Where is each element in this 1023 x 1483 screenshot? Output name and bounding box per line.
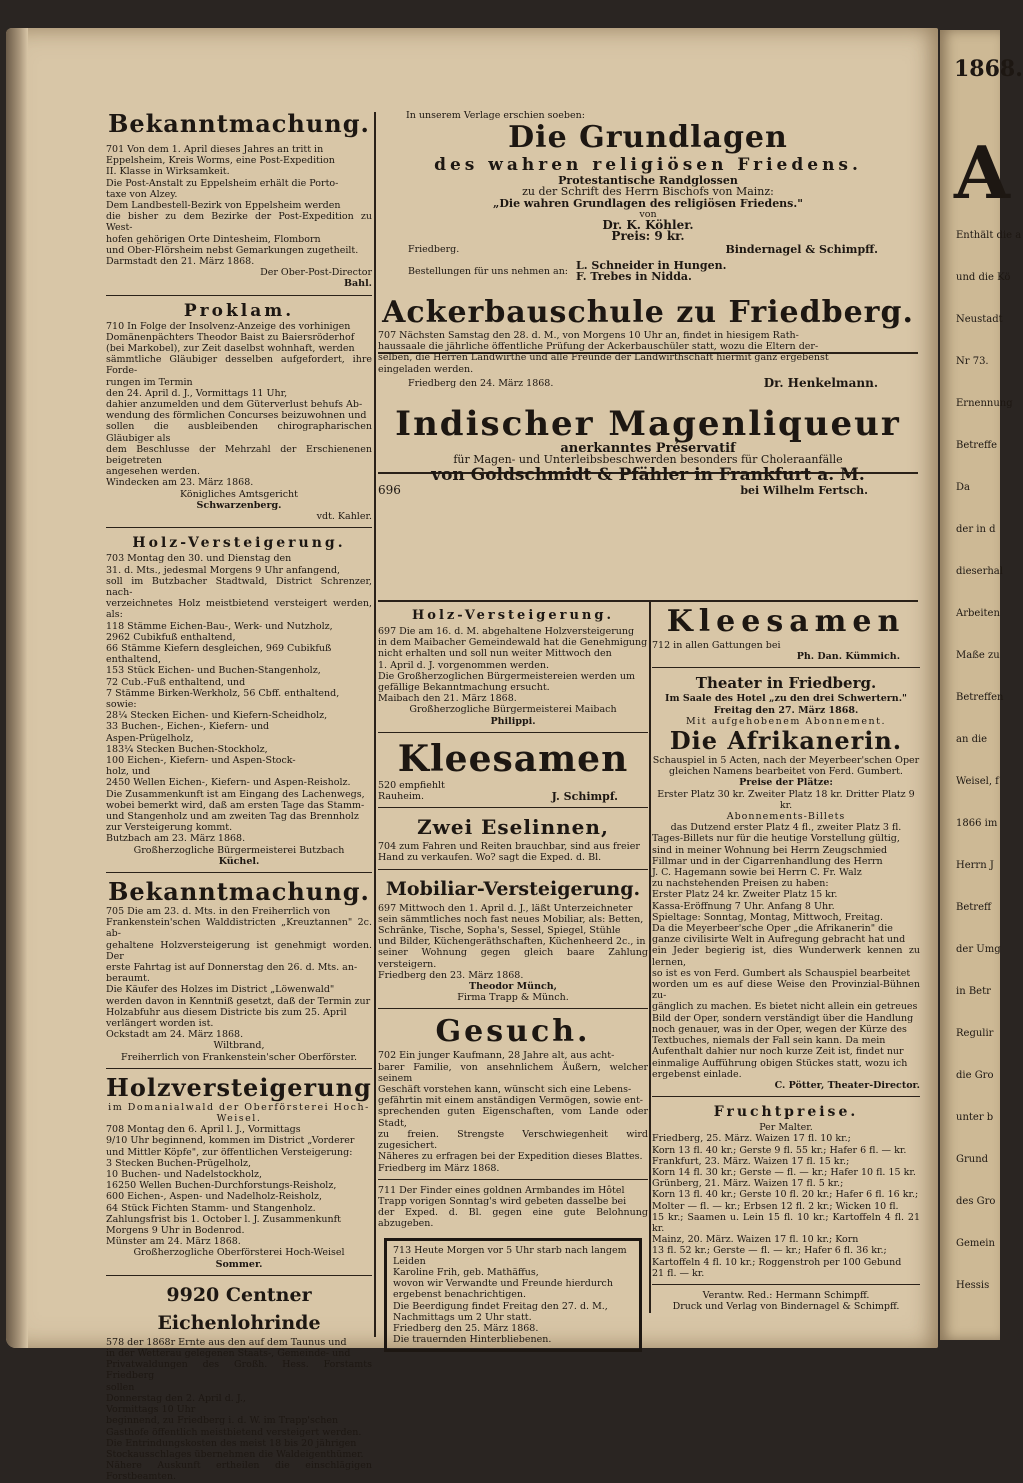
text-line: 703 Montag den 30. und Dienstag den [106,553,292,565]
text-line: Friedberg im März 1868. [378,1162,500,1174]
ad-subtitle: „Die wahren Grundlagen des religiösen Friedens." [493,196,803,210]
text-line: 100 Eichen-, Kiefern- und Aspen-Stock- [106,754,296,766]
notice-signature: Der Ober-Post-Director [260,267,372,279]
adjacent-page-text: Ernennung [956,398,1013,409]
death-notice-body [393,1245,633,1346]
text-line: II. Klasse in Wirksamkeit. [106,166,230,178]
text-line: Schränke, Tische, Sopha's, Sessel, Spiegel, Stühle [378,925,621,937]
ad-maker: von Goldschmidt & Pfähler in Frankfurt a. M. [431,465,865,486]
notice-signature: vdt. Kahler. [316,511,372,523]
notice-signature: Bahl. [343,278,372,290]
adjacent-page-text: dieserhal [956,566,1003,577]
ad-abonnement-billets: Abonnements-Billets [726,811,846,823]
text-line: angesehen werden. [106,466,200,478]
ad-magenliqueur [378,405,918,497]
ad-title-line2: des wahren religiösen Friedens. [434,155,862,176]
ad-subtitle: anerkanntes Préservatif [560,441,736,457]
text-line: 64 Stück Fichten Stamm- und Stangenholz. [106,1202,316,1214]
ad-author: Dr. K. Köhler. [602,218,694,233]
text-line: 13 fl. 52 kr.; Gerste — fl. — kr.; Hafer 6 fl. 36 kr.; [652,1245,887,1257]
adjacent-page-text: Herrn J [956,860,994,871]
text-line: Donnerstag den 2. April d. J., [106,1392,246,1404]
text-line: 153 Stück Eichen- und Buchen-Stangenholz, [106,665,321,677]
text-line: gehaltene Holzversteigerung ist genehmigt worden. Der [106,939,372,962]
adjacent-page-text: Gemein [956,1238,995,1249]
text-line: gleichen Namens bearbeitet von Ferd. Gumbert. [669,766,903,778]
imprint-publisher: Druck und Verlag von Bindernagel & Schimpff. [672,1301,900,1313]
adjacent-page-text: Hessis [956,1280,990,1291]
notice-eichenlohrinde [106,1281,372,1483]
ad-play-title: Die Afrikanerin. [669,726,903,756]
text-line: 710 In Folge der Insolvenz-Anzeige des vorhinigen [106,320,351,332]
text-line: 711 Der Finder eines goldnen Armbandes im Hôtel [378,1184,625,1196]
text-line: Vormittags 10 Uhr [106,1404,196,1416]
text-line: seiner Wohnung gegen gleich baare Zahlung versteigern. [378,947,648,970]
ad-body [652,755,920,777]
adjacent-page-text: 1866 im [956,818,998,829]
adjacent-page-text: des Gro [956,1196,996,1207]
ad-signature: J. Schimpf. [551,790,618,804]
text-line: Die Zusammenkunft ist am Eingang des Lachenwegs, [106,788,365,800]
notice-armband [378,1185,648,1230]
text-line: Gasthofe öffentlich meistbietend versteigert werden. [106,1426,362,1438]
text-line: Die trauernden Hinterbliebenen. [393,1334,552,1346]
imprint-editor: Verantw. Red.: Hermann Schimpff. [702,1289,870,1301]
adjacent-page-text: der Umg [956,944,1001,955]
notice-date: Friedberg den 24. März 1868. [408,377,554,389]
text-line: ergebenst benachrichtigen. [393,1289,527,1301]
text-line: 9/10 Uhr beginnend, kommen im District „Vorderer [106,1135,355,1147]
adjacent-page-text: Nr 73. [956,356,989,367]
text-line: Grünberg, 21. März. Waizen 17 fl. 5 kr.; [652,1178,844,1190]
text-line: dem Beschlusse der Mehrzahl der Erschienenen beigetreten [106,443,372,467]
ad-publisher: Bindernagel & Schimpff. [725,243,878,257]
ad-subtitle: für Magen- und Unterleibsbeschwerden besonders für Choleraanfälle [453,453,843,467]
text-line: den 24. April d. J., Vormittags 11 Uhr, [106,387,288,399]
text-line: zu freien. Strengste Verschwiegenheit wird zugesichert. [378,1128,648,1152]
text-line: Nachmittags um 2 Uhr statt. [393,1311,532,1323]
text-line: Darmstadt den 21. März 1868. [106,256,255,268]
text-line: Korn 13 fl. 40 kr.; Gerste 9 fl. 55 kr.; Hafer 6 fl. — kr. [652,1144,907,1156]
text-line: 33 Buchen-, Eichen-, Kiefern- und [106,721,270,733]
notice-body [106,1124,372,1247]
column-divider [649,600,651,1313]
adjacent-page-text: und die Kö [956,272,1011,283]
notice-bekanntmachung-forst [106,878,372,1063]
notice-signature: Philippi. [490,715,536,727]
adjacent-page-text: in Betr [956,986,991,997]
text-line: Aspen-Prügelholz, [106,732,194,744]
text-line: der Exped. d. Bl. gegen eine gute Belohnung abzugeben. [378,1207,648,1230]
column-divider [374,112,376,1337]
ad-prices-heading: Preise der Plätze: [739,777,833,789]
ad-grundlagen [378,110,918,282]
text-line: Aufenthalt dahier nur noch kurze Zeit ist, findet nur [652,1046,904,1058]
text-line: wovon wir Verwandte und Freunde hierdurch [393,1278,613,1290]
notice-title: 9920 Centner Eichenlohrinde [157,1283,321,1334]
text-line: Da die Meyerbeer'sche Oper „die Afrikanerin" die [652,923,893,935]
ad-signature: C. Pötter, Theater-Director. [774,1079,920,1091]
text-line: Korn 14 fl. 30 kr.; Gerste — fl. — kr.; Hafer 10 fl. 15 kr. [652,1166,916,1178]
text-line: so ist es von Ferd. Gumbert als Schauspiel bearbeitet [652,967,911,979]
ad-orders: Bestellungen für uns nehmen an: [408,265,569,277]
text-line: Schauspiel in 5 Acten, nach der Meyerbeer'schen Oper [652,755,920,767]
text-line: Friedberg den 25. März 1868. [393,1322,539,1334]
text-line: 118 Stämme Eichen-Bau-, Werk- und Nutzholz, [106,620,333,632]
text-line: Leiden [393,1255,426,1267]
ad-signature: Ph. Dan. Kümmich. [796,651,900,663]
notice-body [106,1337,372,1483]
text-line: verlängert worden ist. [106,1018,214,1030]
ad-subtitle: Protestantische Randglossen [558,174,738,188]
ad-prices: Erster Platz 30 kr. Zweiter Platz 18 kr. Dritter Platz 9 kr. [657,788,915,811]
notice-signature: Großherzogliche Bürgermeisterei Maibach [409,704,617,716]
ad-agent: L. Schneider in Hungen. [576,258,727,272]
adjacent-page-text: Grund [956,1154,989,1165]
ad-abonnement: Mit aufgehobenem Abonnement. [685,715,887,727]
notice-bekanntmachung-post [106,110,372,290]
text-line: Maibach den 21. März 1868. [378,693,517,705]
text-line: sowie: [106,698,137,710]
notice-signature: Königliches Amtsgericht [180,488,298,500]
text-line: Spieltage: Sonntag, Montag, Mittwoch, Freitag. [652,911,884,923]
notice-title: Holzversteigerung [106,1072,372,1102]
text-line: Morgens 9 Uhr in Bodenrod. [106,1225,245,1237]
text-line: taxe von Alzey. [106,188,178,200]
text-line: verzeichnetes Holz meistbietend versteigert werden, als: [106,598,372,621]
adjacent-page-text: Betreff [956,902,992,913]
text-line: sollen die ausbleibenden chirographarischen Gläubiger als [106,421,372,444]
text-line: beginnend, zu Friedberg i. d. W. im Trapp'schen [106,1415,339,1427]
text-line: Eppelsheim, Kreis Worms, eine Post-Expedition [106,155,335,167]
text-line: Kassa-Eröffnung 7 Uhr. Anfang 8 Uhr. [652,900,835,912]
text-line: 66 Stämme Kiefern desgleichen, 969 Cubikfuß [106,642,332,654]
text-line: enthaltend, [106,654,162,666]
text-line: 21 fl. — kr. [652,1267,705,1279]
text-line: 600 Eichen-, Aspen- und Nadelholz-Reisholz, [106,1191,323,1203]
adjacent-page [940,30,1023,1340]
adjacent-page-text: der in d [956,524,996,535]
text-line: Zahlungsfrist bis 1. October l. J. Zusammenkunft [106,1213,341,1225]
notice-mobiliar [378,875,648,1004]
notice-fruchtpreise [652,1102,920,1279]
text-line: und Stangenholz und am zweiten Tag das Brennholz [106,810,359,822]
text-line: sämmtliche Gläubiger desselben aufgefordert, ihre Forde- [106,354,372,377]
text-line: werden davon in Kenntniß gesetzt, daß der Termin zur [106,995,371,1007]
ad-place: Friedberg. [408,244,460,256]
text-line: Frankenstein'schen Walddistricten „Kreuztannen" 2c. ab- [106,917,372,940]
ad-number: 696 [378,483,401,498]
text-line: Textbuches, niemals der Fall sein kann. Da mein [652,1035,886,1047]
ad-intro: In unserem Verlage erschien soeben: [406,110,585,121]
text-line: 702 Ein junger Kaufmann, 28 Jahre alt, aus acht- [378,1050,615,1062]
text-line: und Bilder, Küchengeräthschaften, Küchenheerd 2c., in [378,936,646,948]
text-line: 708 Montag den 6. April l. J., Vormittags [106,1124,301,1136]
notice-body [106,553,372,844]
text-line: und Mittler Köpfe", zur öffentlichen Versteigerung: [106,1146,353,1158]
text-line: holz, und [106,766,151,778]
column-center-bottom [378,600,648,1346]
notice-body [378,1185,648,1230]
adjacent-page-text: die Gro [956,1070,994,1081]
adjacent-page-text: Maße zu [956,650,1000,661]
text-line: Die Käufer des Holzes im District „Löwenwald" [106,984,335,996]
notice-signature: Großherzogliche Bürgermeisterei Butzbach [133,844,345,856]
adjacent-page-text: Betreffe [956,440,998,451]
notice-ackerbauschule [378,296,918,389]
text-line: Karoline Frih, geb. Mathäffus, [393,1266,539,1278]
text-line: Tages-Billets nur für die heutige Vorstellung gültig, [652,833,900,845]
notice-signature: Küchel. [218,855,260,867]
notice-body [378,626,648,704]
ad-agent: bei Wilhelm Fertsch. [740,484,868,498]
notice-date: Windecken am 23. März 1868. [106,477,254,489]
notice-subtitle: im Domanialwald der Oberförsterei Hoch-Weisel. [108,1101,370,1125]
text-line: J. C. Hagemann sowie bei Herrn C. Fr. Walz [652,867,862,879]
text-line: sprechenden guten Eigenschaften, vom Lande oder Stadt, [378,1106,648,1129]
text-line: in der Wetterau gelegenen Staats-, Gemeinde- und [106,1348,351,1360]
text-line: zur Versteigerung kommt. [106,822,233,834]
text-line: haussaale die jährliche öffentliche Prüfung der Ackerbauschüler statt, wozu die Eltern der- [378,341,819,353]
column-center-top [378,110,918,498]
text-line: Privatwaldungen des Großh. Hess. Forstamts Friedberg [106,1359,372,1382]
text-line: 31. d. Mts., jedesmal Morgens 9 Uhr anfangend, [106,564,341,576]
text-line: eingeladen werden. [378,363,474,375]
text-line: gefährtin mit einem anständigen Vermögen, sowie ent- [378,1095,643,1107]
ad-title: Kleesamen [397,737,629,780]
text-line: ein Jeder begierig ist, dies Wunderwerk kennen zu lernen, [652,945,920,968]
text-line: Die Post-Anstalt zu Eppelsheim erhält die Porto- [106,177,339,189]
text-line: 697 Mittwoch den 1. April d. J., läßt Unterzeichneter [378,902,633,914]
text-line: Trapp vorigen Sonntag's wird gebeten dasselbe bei [378,1195,627,1207]
text-line: gefällige Bekanntmachung ersucht. [378,682,550,694]
ad-title: Theater in Friedberg. [695,674,877,693]
text-line: Stockausschlages übernehmen die Waldeigenthümer. [106,1448,364,1460]
ad-title: Indischer Magenliqueur [395,404,901,445]
ad-title: Gesuch. [435,1014,591,1050]
text-line: sein sämmtliches noch fast neues Mobiliar, als: Betten, [378,913,644,925]
adjacent-page-text: Weisel, f [956,776,999,787]
column-right [652,600,920,1313]
text-line: Erster Platz 24 kr. Zweiter Platz 15 kr. [652,889,838,901]
adjacent-page-text: an die [956,734,988,745]
text-line: 704 zum Fahren und Reiten brauchbar, sind aus freier [378,841,640,853]
text-line: Fillmar und in der Cigarrenhandlung des Herrn [652,855,883,867]
text-line: gänglich zu machen. Es bietet nicht allein ein getreues [652,1001,918,1013]
text-line: Friedberg den 23. März 1868. [378,969,524,981]
text-line: Bild der Oper, sondern verständigt über die Handlung [652,1012,914,1024]
book-binding [6,28,28,1348]
ad-title: Zwei Eselinnen, [417,815,609,840]
text-line: Die Entrindungskosten des meist 18 bis 20 jährigen [106,1437,357,1449]
ad-prices: das Dutzend erster Platz 4 fl., zweiter Platz 3 fl. [670,822,902,834]
notice-signature: Schwarzenberg. [196,499,282,511]
text-line: 578 der 1868r Ernte aus den auf dem Taunus und [106,1336,347,1348]
notice-body [378,330,918,375]
text-line: Butzbach am 23. März 1868. [106,833,246,845]
adjacent-page-text: unter b [956,1112,994,1123]
notice-title: Holz-Versteigerung. [412,608,614,623]
notice-signature: Freiherrlich von Frankenstein'scher Oberförster. [120,1051,357,1063]
adjacent-page-year: 1868. [954,56,1023,82]
text-line: Korn 13 fl. 40 kr.; Gerste 10 fl. 20 kr.; Hafer 6 fl. 16 kr.; [652,1189,919,1201]
ad-von: von [639,208,657,220]
text-line: nicht erhalten und soll nun weiter Mittwoch den [378,648,612,660]
text-line: Kartoffeln 4 fl. 10 kr.; Roggenstroh per 100 Gebund [652,1256,902,1268]
text-line: worden um es auf diese Weise den Provinzial-Bühnen zu- [652,979,920,1002]
notice-title: Holz-Versteigerung. [132,535,346,552]
text-line: barer Familie, von ansehnlichem Äußern, welcher seinem [378,1061,648,1084]
text-line: 2962 Cubikfuß enthaltend, [106,631,236,643]
ad-theater [652,673,920,1091]
ad-line: 712 in allen Gattungen bei [652,640,781,651]
notice-title: Ackerbauschule zu Friedberg. [382,295,914,331]
adjacent-page-text: Neustadt [956,314,1003,325]
notice-title: Fruchtpreise. [713,1104,859,1121]
ad-eselinnen [378,813,648,863]
ad-price: Preis: 9 kr. [611,229,685,244]
notice-signature: Theodor Münch, [469,981,557,993]
ad-venue: Im Saale des Hotel „zu den drei Schwertern." [665,693,907,705]
price-table [652,1133,920,1279]
notice-signature: Dr. Henkelmann. [763,375,878,390]
notice-signature: Wiltbrand, [213,1040,265,1052]
notice-body [106,321,372,478]
notice-holz-maibach [378,606,648,727]
text-line: hofen gehörigen Orte Dintesheim, Flomborn [106,233,321,245]
text-line: in dem Maibacher Gemeindewald hat die Genehmigung [378,637,648,649]
ad-body [652,833,920,1079]
notice-signature: Sommer. [215,1258,263,1270]
text-line: Molter — fl. — kr.; Erbsen 12 fl. 2 kr.; Wicken 10 fl. [652,1200,899,1212]
text-line: 713 Heute Morgen vor 5 Uhr starb nach langem [393,1244,627,1256]
text-line: Hand zu verkaufen. Wo? sagt die Exped. d. Bl. [378,852,602,864]
notice-body [378,903,648,981]
ad-date: Freitag den 27. März 1868. [713,704,859,716]
adjacent-page-text: Da [956,482,970,493]
ad-kleesamen-schimpf [378,738,648,802]
text-line: 28¼ Stecken Eichen- und Kiefern-Scheidholz, [106,710,328,722]
text-line: Frankfurt, 23. März. Waizen 17 fl. 15 kr.; [652,1155,850,1167]
adjacent-page-text: Betreffen [956,692,1004,703]
text-line: 701 Von dem 1. April dieses Jahres an tritt in [106,144,324,155]
text-line: 10 Buchen- und Nadelstockholz, [106,1169,263,1181]
text-line: wobei bemerkt wird, daß am ersten Tage das Stamm- [106,799,365,811]
ad-agent: F. Trebes in Nidda. [576,269,692,283]
notice-signature: Firma Trapp & Münch. [457,992,569,1004]
text-line: sollen [106,1381,135,1393]
notice-signature: Großherzogliche Oberförsterei Hoch-Weisel [133,1247,345,1259]
ad-title: Kleesamen [666,604,906,639]
text-line: Friedberg, 25. März. Waizen 17 fl. 10 kr.; [652,1133,851,1145]
text-line: ergebenst einlade. [652,1068,742,1080]
text-line: 72 Cub.-Fuß enthaltend, und [106,676,246,688]
notice-body [106,906,372,1040]
text-line: Geschäft vorstehen kann, wünscht sich eine Lebens- [378,1084,632,1096]
text-line: 3 Stecken Buchen-Prügelholz, [106,1157,252,1169]
notice-holzversteigerung-hochweisel [106,1074,372,1270]
text-line: 697 Die am 16. d. M. abgehaltene Holzversteigerung [378,626,635,637]
text-line: Mainz, 20. März. Waizen 17 fl. 10 kr.; Korn [652,1234,859,1246]
text-line: sind in meiner Wohnung bei Herrn Zeugschmied [652,844,888,856]
ad-kleesamen-kuemmich [652,604,920,662]
ad-body [378,841,648,863]
ad-place: Rauheim. [378,791,424,803]
ad-subtitle: zu der Schrift des Herrn Bischofs von Mainz: [522,185,774,199]
text-line: (bei Markobel), zur Zeit daselbst wohnhaft, werden [106,343,355,355]
text-line: noch genauer, was in der Oper, wegen der Kürze des [652,1023,907,1035]
notice-proklam [106,301,372,523]
notice-title: Bekanntmachung. [108,109,370,138]
notice-subtitle: Per Malter. [759,1122,813,1134]
text-line: rungen im Termin [106,376,193,388]
text-line: ganze civilisirte Welt in Aufregung gebracht hat und [652,934,906,946]
text-line: wendung des förmlichen Concurses beizuwohnen und [106,410,367,422]
ad-body [378,1050,648,1173]
adjacent-page-text: Arbeiten [956,608,1000,619]
text-line: Näheres zu erfragen bei der Expedition dieses Blattes. [378,1151,643,1163]
text-line: und Ober-Flörsheim nebst Gemarkungen zugetheilt. [106,244,359,256]
notice-title: Bekanntmachung. [108,876,370,906]
notice-title: Proklam. [183,300,295,321]
text-line: soll im Butzbacher Stadtwald, District Schrenzer, nach- [106,575,372,598]
text-line: Ockstadt am 24. März 1868. [106,1029,244,1041]
ad-gesuch [378,1014,648,1173]
text-line: Dem Landbestell-Bezirk von Eppelsheim werden [106,200,341,212]
text-line: 16250 Wellen Buchen-Durchforstungs-Reisholz, [106,1180,337,1192]
text-line: zu nachstehenden Preisen zu haben: [652,878,829,890]
text-line: dahier anzumelden und dem Güterverlust behufs Ab- [106,399,363,411]
ad-line: 520 empfiehlt [378,779,445,791]
notice-body [106,144,372,267]
text-line: erste Fahrtag ist auf Donnerstag den 26. d. Mts. an- [106,962,358,973]
text-line: 707 Nächsten Samstag den 28. d. M., von Morgens 10 Uhr an, findet in hiesigem Rath- [378,330,799,342]
text-line: 7 Stämme Birken-Werkholz, 56 Cbff. enthaltend, [106,687,340,699]
text-line: Domänenpächters Theodor Baist zu Baiersröderhof [106,331,355,343]
text-line: die bisher zu dem Bezirke der Post-Expedition zu West- [106,211,372,234]
text-line: Münster am 24. März 1868. [106,1236,241,1248]
ad-title: Die Grundlagen [508,120,788,156]
text-line: 1. April d. J. vorgenommen werden. [378,659,549,671]
text-line: 183¼ Stecken Buchen-Stockholz, [106,743,268,755]
text-line: 2450 Wellen Eichen-, Kiefern- und Aspen-Reisholz. [106,777,351,789]
text-line: 15 kr.; Saamen u. Lein 15 fl. 10 kr.; Kartoffeln 4 fl. 21 kr. [652,1211,920,1234]
adjacent-page-text: Regulir [956,1028,994,1039]
adjacent-page-initial: A [954,130,1010,215]
death-notice-frame [384,1238,642,1353]
adjacent-page-text: Enthält die a [956,230,1022,241]
text-line: Nähere Auskunft ertheilen die einschlägigen Forstbeamten. [106,1460,372,1483]
text-line: Holzabfuhr aus diesem Districte bis zum 25. April [106,1006,347,1018]
notice-title: Mobiliar-Versteigerung. [385,877,641,900]
notice-holz-versteigerung [106,533,372,867]
text-line: einmalige Aufführung obigen Stückes statt, wozu ich [652,1057,908,1069]
text-line: selben, die Herren Landwirthe und alle Freunde der Landwirthschaft hiermit ganz ergebenst [378,352,829,364]
text-line: Die Großherzoglichen Bürgermeistereien werden um [378,670,635,682]
text-line: Die Beerdigung findet Freitag den 27. d. M., [393,1300,608,1312]
text-line: 705 Die am 23. d. Mts. in den Freiherrlich von [106,905,331,917]
column-left [106,109,372,1483]
text-line: beraumt. [106,973,150,985]
